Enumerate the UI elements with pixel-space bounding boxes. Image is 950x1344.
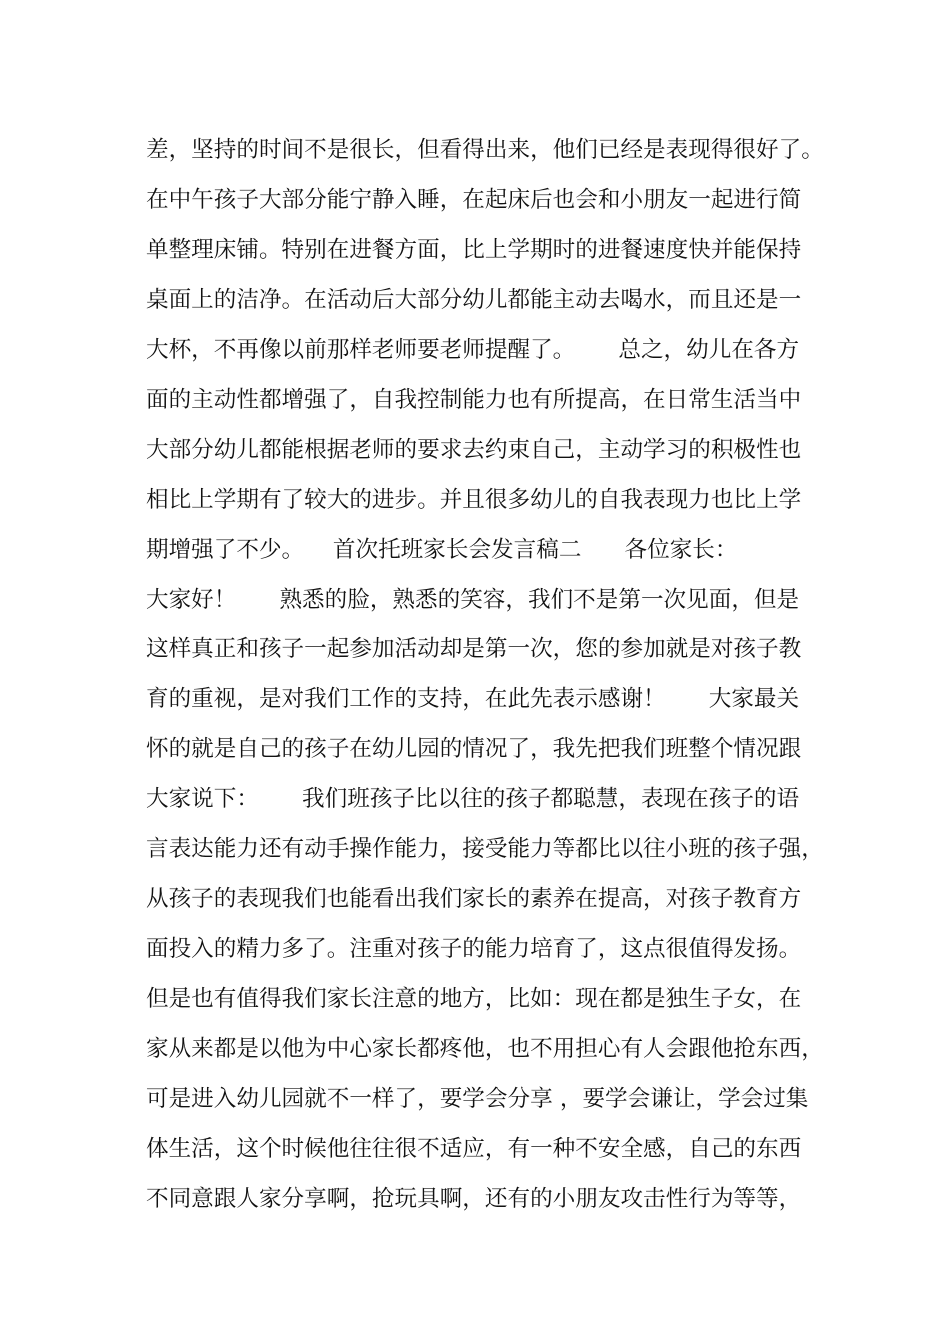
- text-line: 家从来都是以他为中心家长都疼他，也不用担心有人会跟他抢东西，: [146, 1036, 824, 1062]
- text-line: 单整理床铺。特别在进餐方面，比上学期时的进餐速度快并能保持: [146, 237, 802, 263]
- text-line: 期增强了不少。 首次托班家长会发言稿二 各位家长：: [146, 537, 738, 563]
- text-line: 从孩子的表现我们也能看出我们家长的素养在提高，对孩子教育方: [146, 886, 802, 912]
- text-line: 大家说下： 我们班孩子比以往的孩子都聪慧，表现在孩子的语: [146, 786, 800, 812]
- text-line: 大家好！ 熟悉的脸，熟悉的笑容，我们不是第一次见面，但是: [146, 587, 800, 613]
- text-line: 在中午孩子大部分能宁静入睡，在起床后也会和小朋友一起进行简: [146, 187, 802, 213]
- text-line: 桌面上的洁净。在活动后大部分幼儿都能主动去喝水，而且还是一: [146, 287, 802, 313]
- text-line: 大部分幼儿都能根据老师的要求去约束自己，主动学习的积极性也: [146, 437, 802, 463]
- text-line: 言表达能力还有动手操作能力，接受能力等都比以往小班的孩子强，: [146, 836, 824, 862]
- text-line: 相比上学期有了较大的进步。并且很多幼儿的自我表现力也比上学: [146, 487, 802, 513]
- text-line: 面投入的精力多了。注重对孩子的能力培育了，这点很值得发扬。: [146, 936, 802, 962]
- text-line: 但是也有值得我们家长注意的地方，比如：现在都是独生子女，在: [146, 986, 802, 1012]
- text-line: 体生活，这个时候他往往很不适应，有一种不安全感，自己的东西: [146, 1136, 802, 1162]
- text-line: 面的主动性都增强了，自我控制能力也有所提高，在日常生活当中: [146, 387, 802, 413]
- text-line: 这样真正和孩子一起参加活动却是第一次，您的参加就是对孩子教: [146, 636, 802, 662]
- text-line: 可是进入幼儿园就不一样了，要学会分享 ，要学会谦让，学会过集: [146, 1086, 809, 1112]
- text-line: 差，坚持的时间不是很长，但看得出来，他们已经是表现得很好了。: [146, 137, 824, 163]
- text-line: 育的重视，是对我们工作的支持，在此先表示感谢！ 大家最关: [146, 686, 800, 712]
- text-line: 不同意跟人家分享啊，抢玩具啊，还有的小朋友攻击性行为等等，: [146, 1186, 802, 1212]
- text-line: 怀的就是自己的孩子在幼儿园的情况了，我先把我们班整个情况跟: [146, 736, 802, 762]
- text-line: 大杯，不再像以前那样老师要老师提醒了。 总之，幼儿在各方: [146, 337, 800, 363]
